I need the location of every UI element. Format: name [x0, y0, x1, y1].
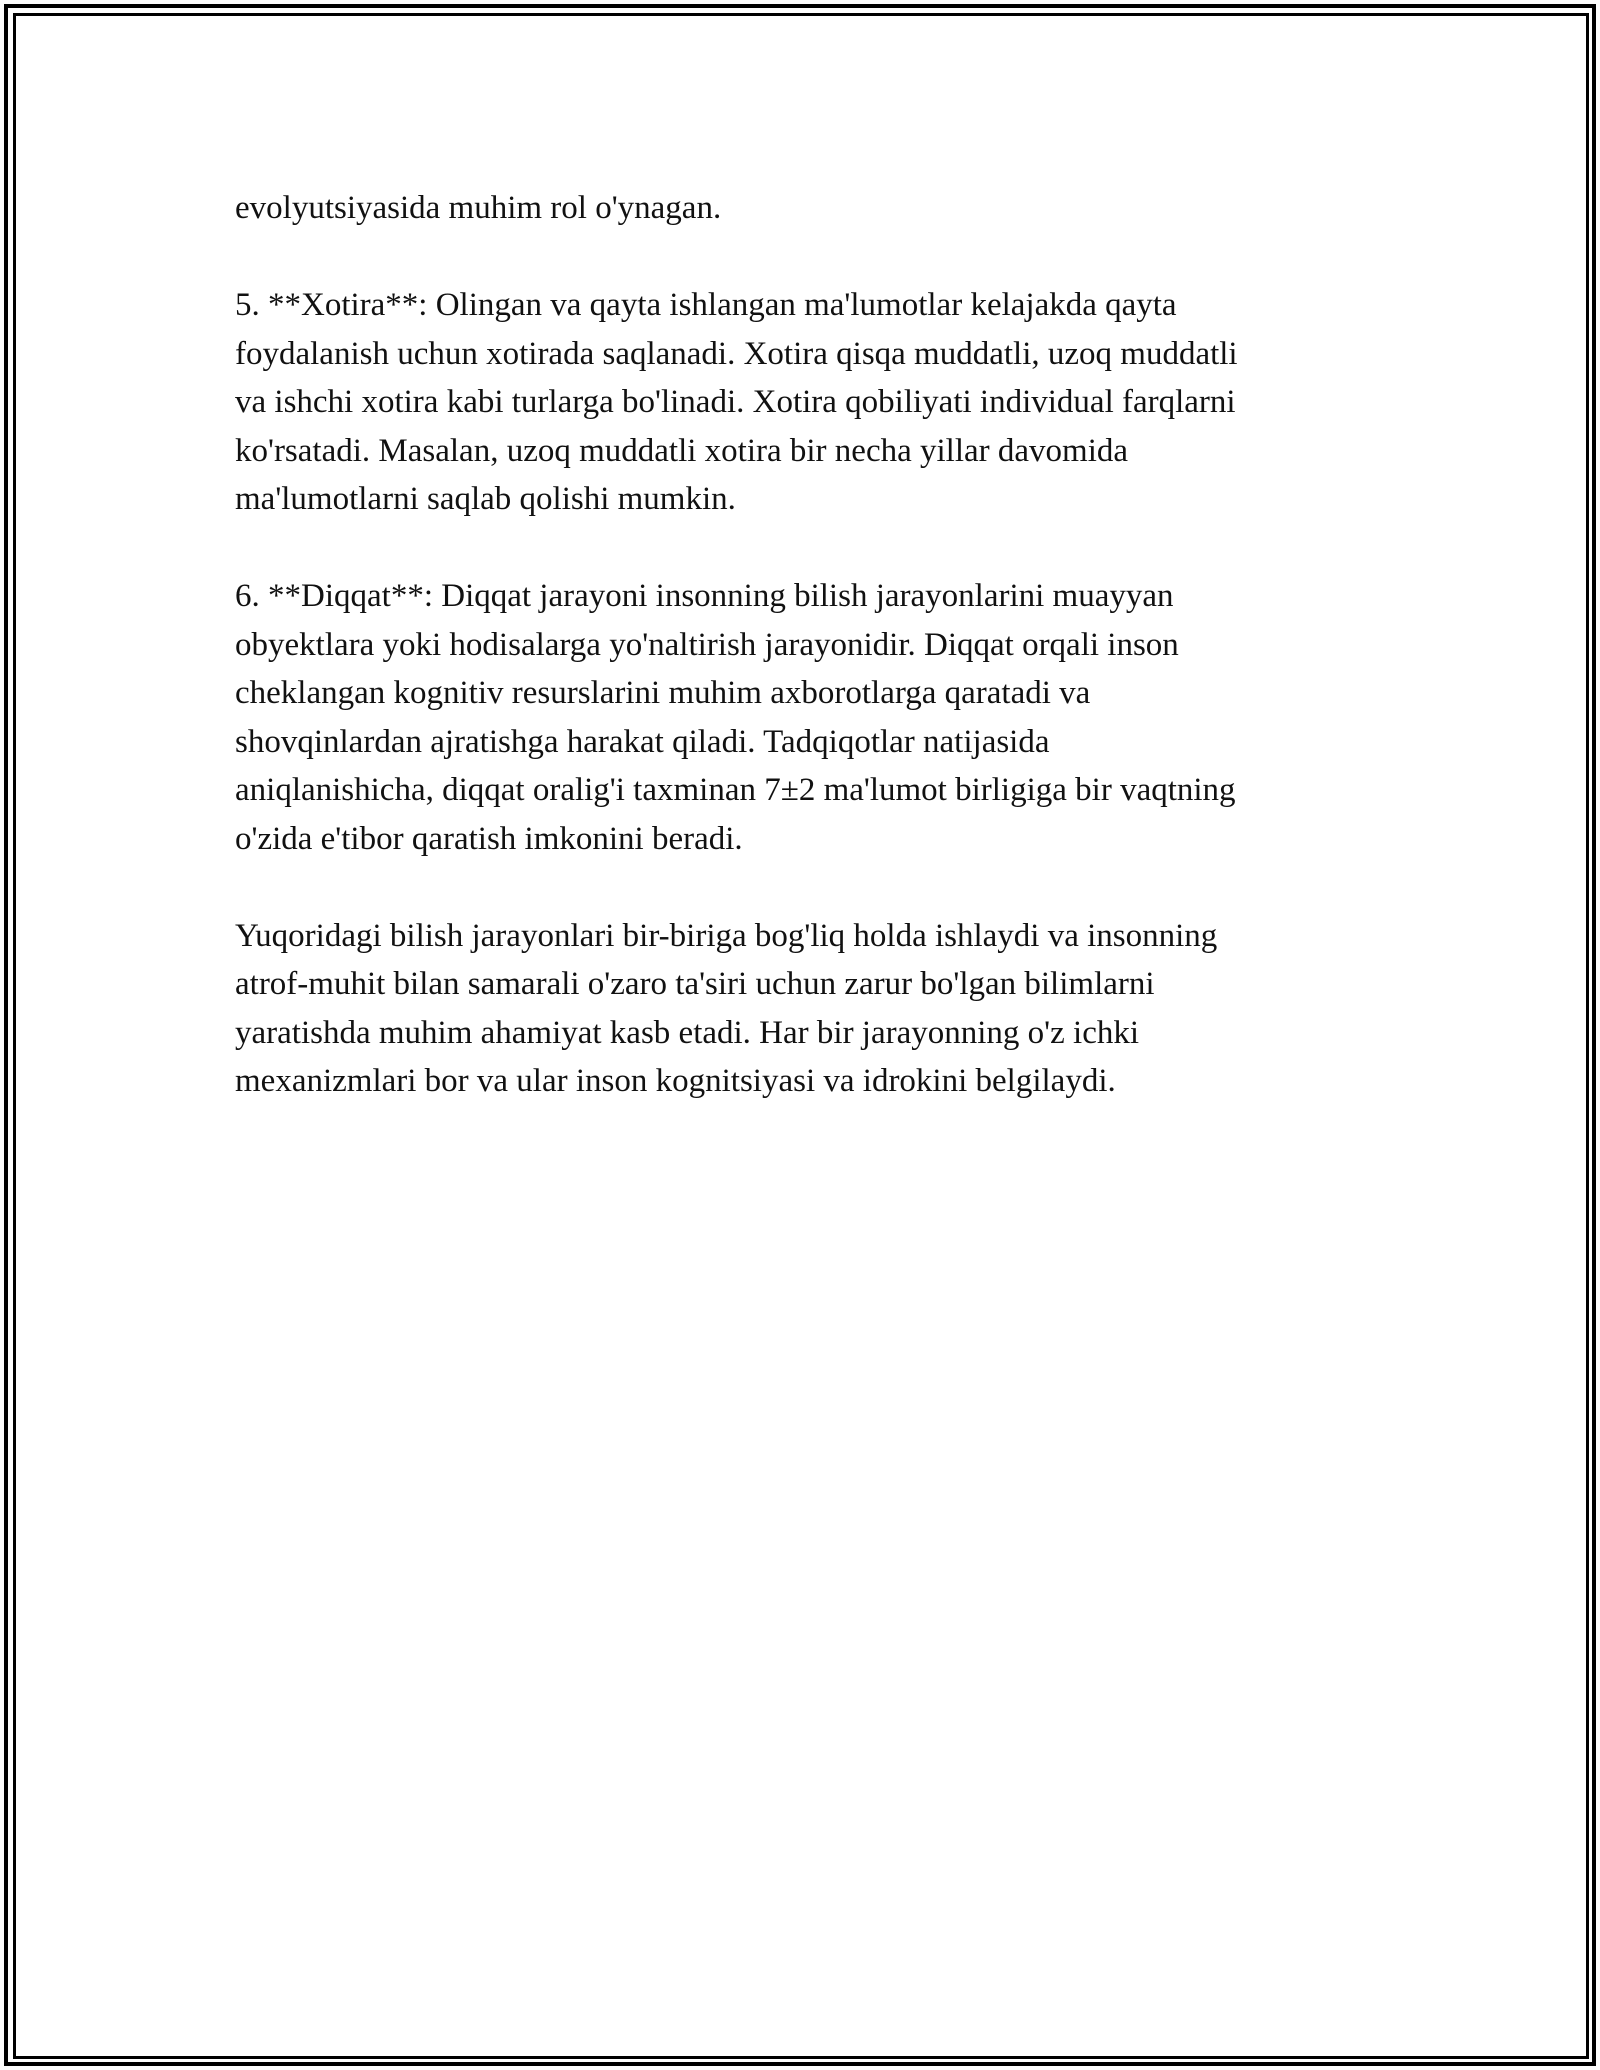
document-body: [235, 184, 1365, 1154]
text-line: foydalanish uchun xotirada saqlanadi. Xotira qisqa muddatli, uzoq muddatli: [235, 335, 1238, 372]
text-line: aniqlanishicha, diqqat oralig'i taxminan 7±2 ma'lumot birligiga bir vaqtning: [235, 772, 1236, 808]
text-line: cheklangan kognitiv resurslarini muhim axborotlarga qaratadi va: [235, 675, 1091, 711]
text-line: o'zida e'tibor qaratish imkonini beradi.: [235, 820, 743, 857]
text-line: va ishchi xotira kabi turlarga bo'linadi. Xotira qobiliyati individual farqlarni: [235, 384, 1236, 420]
text-line: yaratishda muhim ahamiyat kasb etadi. Har bir jarayonning o'z ichki: [235, 1014, 1140, 1051]
text-line: ma'lumotlarni saqlab qolishi mumkin.: [235, 481, 736, 517]
paragraph-continuation: [235, 184, 1365, 233]
text-line: mexanizmlari bor va ular inson kognitsiyasi va idrokini belgilaydi.: [235, 1063, 1116, 1099]
text-line: Yuqoridagi bilish jarayonlari bir-biriga bog'liq holda ishlaydi va insonning: [235, 917, 1218, 954]
text-line: evolyutsiyasida muhim rol o'ynagan.: [235, 190, 722, 226]
paragraph-conclusion: [235, 912, 1365, 1106]
text-line: obyektlara yoki hodisalarga yo'naltirish jarayonidir. Diqqat orqali inson: [235, 626, 1179, 663]
paragraph-xotira: [235, 281, 1365, 524]
text-line: atrof-muhit bilan samarali o'zaro ta'siri uchun zarur bo'lgan bilimlarni: [235, 966, 1155, 1002]
text-line: ko'rsatadi. Masalan, uzoq muddatli xotira bir necha yillar davomida: [235, 432, 1129, 469]
text-line: 6. **Diqqat**: Diqqat jarayoni insonning bilish jarayonlarini muayyan: [235, 578, 1174, 614]
text-line: shovqinlardan ajratishga harakat qiladi. Tadqiqotlar natijasida: [235, 723, 1050, 760]
text-line: 5. **Xotira**: Olingan va qayta ishlangan ma'lumotlar kelajakda qayta: [235, 287, 1177, 323]
paragraph-diqqat: [235, 572, 1365, 863]
